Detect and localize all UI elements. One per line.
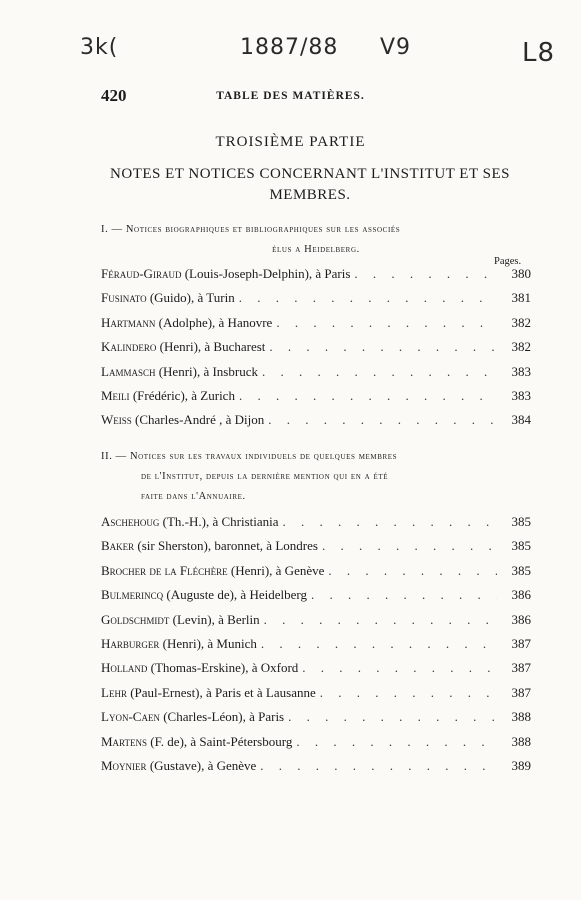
toc-entry-page: 386: [511, 587, 531, 603]
toc-entry: [101, 612, 531, 636]
dot-leader: [264, 612, 497, 628]
toc-entry-name: Moynier: [101, 757, 147, 773]
toc-entry-page: 389: [511, 757, 531, 773]
toc-entry-text: [101, 587, 307, 603]
toc-entry-name: Martens: [101, 733, 148, 749]
toc-entry: [101, 563, 531, 587]
dot-leader: [239, 290, 497, 306]
dot-leader: [302, 660, 497, 676]
section-1-heading-line1: I. — Notices biographiques et bibliographiques sur les associés: [101, 224, 401, 235]
toc-entry-text: [101, 758, 256, 774]
toc-entry-page: 386: [511, 611, 531, 627]
toc-entry-page: 388: [511, 733, 531, 749]
toc-entry-text: [101, 388, 235, 404]
toc-entry-name: Lehr: [101, 684, 127, 700]
toc-entry-page: 388: [511, 709, 531, 725]
toc-entry-page: 385: [511, 538, 531, 554]
dot-leader: [328, 563, 497, 579]
toc-entry: [101, 290, 531, 314]
toc-entry-detail: (Levin), à Berlin: [169, 611, 260, 627]
dot-leader: [239, 388, 497, 404]
section-1-heading-line2: élus a Heidelberg.: [272, 244, 360, 255]
handwritten-note-b: 1887/88: [240, 35, 339, 60]
toc-entry-page: 384: [511, 412, 531, 428]
dot-leader: [260, 758, 497, 774]
toc-entry-detail: (Adolphe), à Hanovre: [155, 314, 273, 330]
page-number: 420: [101, 86, 127, 105]
toc-section-1: [101, 266, 531, 437]
toc-entry-detail: (F. de), à Saint-Pétersbourg: [147, 733, 293, 749]
toc-entry: [101, 315, 531, 339]
toc-entry-name: Féraud-Giraud: [101, 266, 182, 281]
running-title: TABLE DES MATIÈRES.: [216, 90, 365, 102]
dot-leader: [311, 587, 497, 603]
toc-entry-name: Baker: [101, 538, 135, 554]
toc-entry-page: 387: [511, 684, 531, 700]
toc-entry-text: [101, 412, 264, 428]
dot-leader: [288, 709, 497, 725]
part-title: TROISIÈME PARTIE: [215, 134, 366, 150]
toc-entry: [101, 685, 531, 709]
toc-entry-text: [101, 315, 272, 331]
toc-entry-text: [101, 612, 260, 628]
toc-entry: [101, 388, 531, 412]
toc-entry-name: Holland: [101, 660, 148, 676]
toc-entry-detail: (Guido), à Turin: [146, 290, 235, 306]
toc-entry-text: [101, 563, 324, 579]
toc-entry: [101, 636, 531, 660]
dot-leader: [261, 636, 497, 652]
toc-entry-text: [101, 660, 298, 676]
toc-entry-detail: (Charles-André , à Dijon: [131, 412, 265, 428]
part-subtitle: NOTES ET NOTICES CONCERNANT L'INSTITUT ET SES MEMBRES.: [110, 166, 510, 203]
dot-leader: [268, 412, 497, 428]
toc-entry-detail: (Paul-Ernest), à Paris et à Lausanne: [126, 684, 316, 700]
toc-entry-text: [101, 709, 284, 725]
toc-entry-detail: (Frédéric), à Zurich: [129, 387, 235, 403]
toc-entry-page: 382: [511, 339, 531, 355]
toc-entry: [101, 412, 531, 436]
toc-entry-detail: (Louis-Joseph-Delphin), à Paris: [181, 266, 351, 281]
toc-entry-name: Weiss: [101, 412, 132, 428]
handwritten-note-a: 3k(: [80, 35, 119, 60]
toc-entry-detail: (Henri), à Insbruck: [155, 363, 258, 379]
handwritten-note-d: L8: [522, 38, 556, 68]
toc-entry-detail: (Henri), à Bucharest: [156, 339, 266, 355]
toc-entry-text: [101, 734, 292, 750]
toc-entry-text: [101, 636, 257, 652]
toc-entry-page: 387: [511, 660, 531, 676]
toc-entry-text: [101, 685, 316, 701]
section-1-heading: [101, 220, 531, 260]
toc-entry: [101, 339, 531, 363]
toc-entry: [101, 514, 531, 538]
toc-entry-name: Bulmerincq: [101, 587, 164, 603]
toc-entry-detail: (Th.-H.), à Christiania: [159, 514, 279, 529]
toc-entry-page: 381: [511, 290, 531, 306]
handwritten-note-c: V9: [380, 35, 412, 60]
toc-entry-page: 387: [511, 635, 531, 651]
toc-entry-text: [101, 514, 279, 530]
toc-entry-detail: (Henri), à Genève: [227, 562, 325, 578]
toc-entry-text: [101, 339, 265, 355]
toc-entry: [101, 660, 531, 684]
dot-leader: [322, 538, 497, 554]
section-2-heading-line3: faite dans l'Annuaire.: [141, 491, 246, 502]
dot-leader: [262, 364, 497, 380]
toc-entry-page: 380: [511, 266, 531, 281]
toc-entry: [101, 709, 531, 733]
pages-column-label: Pages.: [494, 256, 522, 267]
toc-entry-name: Aschehoug: [101, 514, 160, 529]
toc-entry: [101, 364, 531, 388]
toc-entry-page: 385: [511, 514, 531, 529]
toc-entry-detail: (sir Sherston), baronnet, à Londres: [134, 538, 318, 554]
toc-entry-text: [101, 538, 318, 554]
toc-entry-detail: (Charles-Léon), à Paris: [159, 709, 285, 725]
toc-entry-detail: (Auguste de), à Heidelberg: [163, 587, 307, 603]
toc-entry: [101, 734, 531, 758]
toc-entry-detail: (Henri), à Munich: [159, 635, 257, 651]
toc-entry-page: 385: [511, 562, 531, 578]
toc-entry-detail: (Gustave), à Genève: [146, 757, 257, 773]
toc-entry-text: [101, 266, 350, 282]
section-2-heading: [101, 447, 531, 507]
toc-entry-page: 383: [511, 387, 531, 403]
toc-entry-text: [101, 364, 258, 380]
toc-entry-page: 383: [511, 363, 531, 379]
toc-entry-name: Harburger: [101, 635, 160, 651]
toc-entry-name: Lyon-Caen: [101, 709, 160, 725]
dot-leader: [276, 315, 497, 331]
dot-leader: [296, 734, 497, 750]
toc-entry: [101, 266, 531, 290]
toc-section-2: [101, 514, 531, 782]
toc-entry-name: Hartmann: [101, 314, 156, 330]
toc-entry: [101, 538, 531, 562]
toc-entry-name: Lammasch: [101, 363, 156, 379]
toc-entry: [101, 758, 531, 782]
toc-entry-name: Brocher de la Fléchère: [101, 562, 228, 578]
dot-leader: [320, 685, 497, 701]
toc-entry-name: Meili: [101, 387, 130, 403]
toc-entry-name: Fusinato: [101, 290, 147, 306]
toc-entry: [101, 587, 531, 611]
section-2-heading-line2: de l'Institut, depuis la dernière mention qui en a été: [141, 471, 389, 482]
toc-entry-name: Goldschmidt: [101, 611, 170, 627]
dot-leader: [354, 266, 497, 282]
toc-entry-text: [101, 290, 235, 306]
dot-leader: [269, 339, 497, 355]
section-2-heading-line1: II. — Notices sur les travaux individuels de quelques membres: [101, 451, 398, 462]
toc-entry-detail: (Thomas-Erskine), à Oxford: [147, 660, 299, 676]
toc-entry-page: 382: [511, 314, 531, 330]
toc-entry-name: Kalindero: [101, 339, 157, 355]
dot-leader: [283, 514, 497, 530]
